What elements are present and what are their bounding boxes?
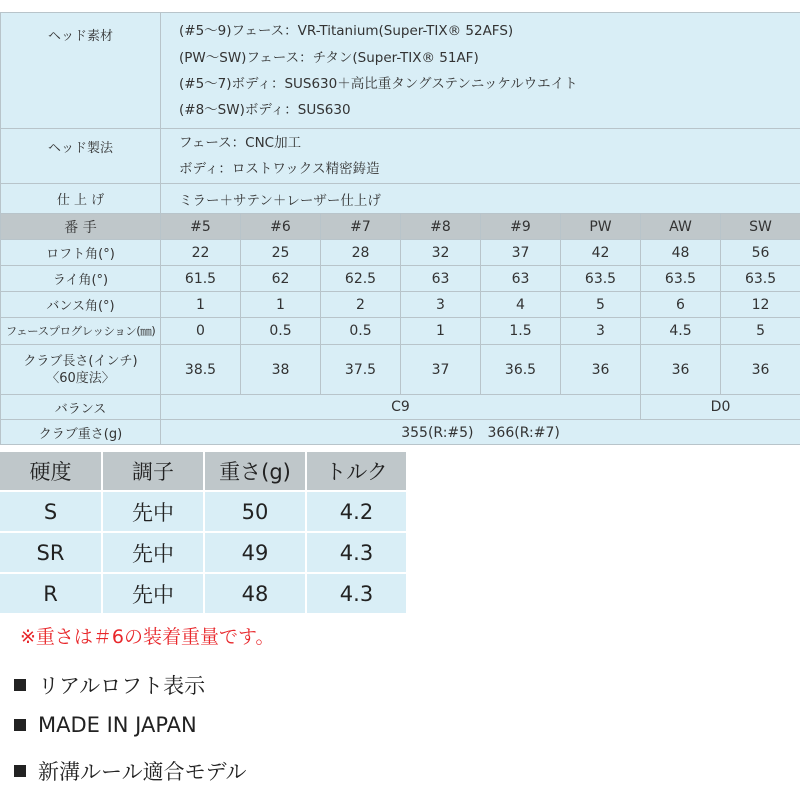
length-value: 38 — [241, 345, 321, 395]
table-row — [0, 491, 406, 532]
weight-note: ※重さは＃6の装着重量です。 — [20, 626, 275, 648]
length-value: 36 — [641, 345, 721, 395]
lie-value: 63 — [401, 266, 481, 292]
shaft-header: トルク — [306, 452, 406, 491]
length-value: 37.5 — [321, 345, 401, 395]
shaft-cell: 先中 — [102, 491, 204, 532]
loft-value: 42 — [561, 240, 641, 266]
spec-table — [0, 12, 800, 445]
progression-value: 1.5 — [481, 318, 561, 345]
shaft-cell: SR — [0, 532, 102, 573]
bounce-value: 4 — [481, 292, 561, 318]
material-line: (#5〜9)フェース：VR-Titanium(Super-TIX® 52AFS) — [179, 23, 514, 39]
feature-text: MADE IN JAPAN — [38, 713, 197, 737]
length-value: 36 — [721, 345, 800, 395]
balance-value-a: C9 — [161, 395, 641, 420]
material-line: (#8〜SW)ボディ：SUS630 — [179, 102, 351, 118]
finish-label: 仕 上 げ — [1, 184, 161, 214]
lie-row — [1, 266, 800, 292]
loft-value: 32 — [401, 240, 481, 266]
progression-label: フェースプログレッション(㎜) — [1, 318, 161, 345]
progression-value: 5 — [721, 318, 800, 345]
shaft-header: 硬度 — [0, 452, 102, 491]
shaft-cell: R — [0, 573, 102, 614]
feature-item — [14, 670, 205, 700]
number-col: AW — [641, 214, 721, 240]
loft-value: 48 — [641, 240, 721, 266]
number-col: #5 — [161, 214, 241, 240]
loft-value: 37 — [481, 240, 561, 266]
length-label-line: 〈60度法〉 — [46, 370, 115, 386]
lie-value: 63 — [481, 266, 561, 292]
weight-value: 355(R:#5) 366(R:#7) — [161, 420, 800, 445]
table-row — [0, 573, 406, 614]
bounce-value: 2 — [321, 292, 401, 318]
square-bullet-icon — [14, 719, 26, 731]
loft-value: 56 — [721, 240, 800, 266]
length-value: 38.5 — [161, 345, 241, 395]
shaft-header: 重さ(g) — [204, 452, 306, 491]
shaft-cell: 先中 — [102, 532, 204, 573]
shaft-cell: S — [0, 491, 102, 532]
shaft-cell: 4.2 — [306, 491, 406, 532]
length-value: 36 — [561, 345, 641, 395]
number-col: #8 — [401, 214, 481, 240]
loft-label: ロフト角(°) — [1, 240, 161, 266]
number-col: PW — [561, 214, 641, 240]
lie-value: 63.5 — [721, 266, 800, 292]
table-row — [0, 532, 406, 573]
shaft-cell: 4.3 — [306, 573, 406, 614]
shaft-cell: 49 — [204, 532, 306, 573]
number-col: #6 — [241, 214, 321, 240]
shaft-cell: 先中 — [102, 573, 204, 614]
feature-text: リアルロフト表示 — [38, 674, 206, 698]
bounce-label: バンス角(°) — [1, 292, 161, 318]
number-col: #7 — [321, 214, 401, 240]
shaft-table — [0, 452, 406, 615]
length-label-line: クラブ長さ(インチ) — [23, 353, 138, 369]
lie-value: 62.5 — [321, 266, 401, 292]
shaft-cell: 48 — [204, 573, 306, 614]
feature-item — [14, 756, 247, 786]
progression-value: 0 — [161, 318, 241, 345]
shaft-cell: 50 — [204, 491, 306, 532]
method-line: ボディ：ロストワックス精密鋳造 — [179, 161, 380, 177]
weight-label: クラブ重さ(g) — [1, 420, 161, 445]
balance-label: バランス — [1, 395, 161, 420]
length-label — [1, 345, 161, 395]
number-header-row — [1, 214, 800, 240]
balance-row — [1, 395, 800, 420]
lie-value: 62 — [241, 266, 321, 292]
lie-value: 63.5 — [561, 266, 641, 292]
balance-value-b: D0 — [641, 395, 800, 420]
bounce-value: 3 — [401, 292, 481, 318]
loft-value: 22 — [161, 240, 241, 266]
weight-row — [1, 420, 800, 445]
loft-value: 25 — [241, 240, 321, 266]
bounce-row — [1, 292, 800, 318]
material-line: (PW〜SW)フェース：チタン(Super-TIX® 51AF) — [179, 50, 479, 66]
feature-item — [14, 713, 197, 737]
progression-row — [1, 318, 800, 345]
bounce-value: 1 — [241, 292, 321, 318]
shaft-header-row — [0, 452, 406, 491]
lie-label: ライ角(°) — [1, 266, 161, 292]
lie-value: 63.5 — [641, 266, 721, 292]
shaft-header: 調子 — [102, 452, 204, 491]
method-label: ヘッド製法 — [1, 129, 161, 184]
loft-row — [1, 240, 800, 266]
material-row — [1, 13, 800, 129]
shaft-cell: 4.3 — [306, 532, 406, 573]
progression-value: 4.5 — [641, 318, 721, 345]
bounce-value: 1 — [161, 292, 241, 318]
loft-value: 28 — [321, 240, 401, 266]
method-row — [1, 129, 800, 184]
feature-text: 新溝ルール適合モデル — [38, 760, 247, 784]
bounce-value: 5 — [561, 292, 641, 318]
bounce-value: 12 — [721, 292, 800, 318]
number-col: SW — [721, 214, 800, 240]
length-row — [1, 345, 800, 395]
method-line: フェース：CNC加工 — [179, 135, 302, 151]
length-value: 37 — [401, 345, 481, 395]
finish-row — [1, 184, 800, 214]
progression-value: 0.5 — [241, 318, 321, 345]
progression-value: 3 — [561, 318, 641, 345]
method-value — [161, 129, 800, 184]
length-value: 36.5 — [481, 345, 561, 395]
material-value — [161, 13, 800, 129]
number-header-label: 番 手 — [1, 214, 161, 240]
lie-value: 61.5 — [161, 266, 241, 292]
square-bullet-icon — [14, 679, 26, 691]
material-label: ヘッド素材 — [1, 13, 161, 129]
number-col: #9 — [481, 214, 561, 240]
square-bullet-icon — [14, 765, 26, 777]
progression-value: 1 — [401, 318, 481, 345]
progression-value: 0.5 — [321, 318, 401, 345]
bounce-value: 6 — [641, 292, 721, 318]
finish-value: ミラー＋サテン＋レーザー仕上げ — [161, 184, 800, 214]
material-line: (#5〜7)ボディ：SUS630＋高比重タングステンニッケルウエイト — [179, 76, 578, 92]
